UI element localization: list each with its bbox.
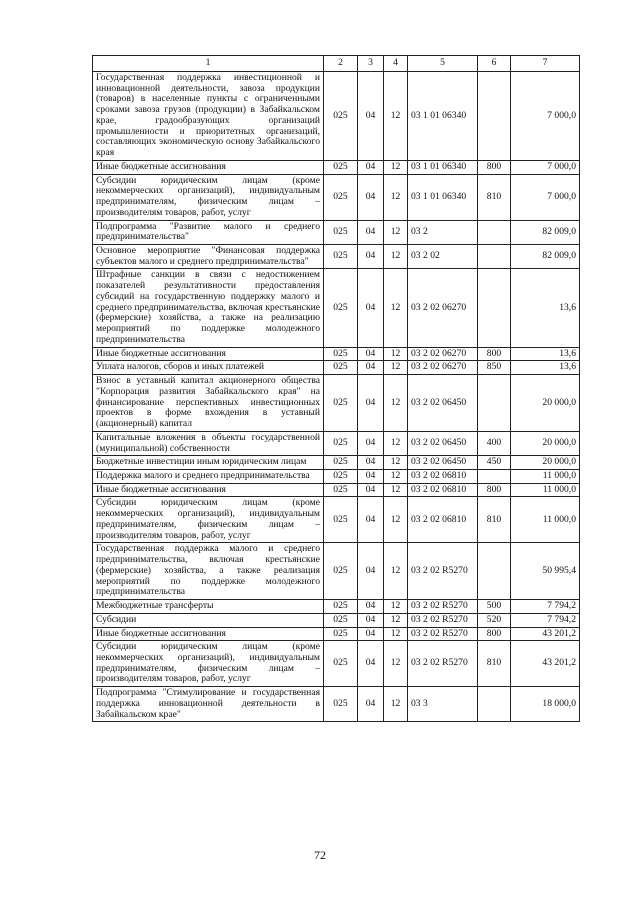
row-expense-type (478, 687, 511, 722)
table-row (93, 361, 580, 375)
row-amount: 43 201,2 (511, 627, 580, 641)
row-subsection: 12 (384, 641, 408, 687)
row-section: 04 (358, 627, 384, 641)
table-row (93, 160, 580, 174)
row-name: Иные бюджетные ассигнования (93, 347, 324, 361)
row-admin-code: 025 (324, 497, 358, 543)
row-target-article: 03 2 02 R5270 (408, 600, 478, 614)
row-amount: 20 000,0 (511, 456, 580, 470)
row-admin-code: 025 (324, 456, 358, 470)
row-subsection: 12 (384, 361, 408, 375)
row-expense-type: 520 (478, 613, 511, 627)
row-amount: 7 794,2 (511, 600, 580, 614)
row-subsection: 12 (384, 375, 408, 432)
row-name: Поддержка малого и среднего предпринимательства (93, 469, 324, 483)
row-target-article: 03 1 01 06340 (408, 174, 478, 220)
table-row (93, 627, 580, 641)
row-target-article: 03 2 02 (408, 245, 478, 269)
row-name: Субсидии юридическим лицам (кроме некоммерческих организаций), индивидуальным предпринимателям, физическим лицам – производителям товаров, работ, услуг (93, 174, 324, 220)
row-subsection: 12 (384, 431, 408, 455)
row-subsection: 12 (384, 160, 408, 174)
col-header-5: 5 (408, 56, 478, 72)
row-expense-type: 800 (478, 160, 511, 174)
row-target-article: 03 2 02 06270 (408, 269, 478, 347)
row-section: 04 (358, 483, 384, 497)
row-target-article: 03 2 02 R5270 (408, 543, 478, 600)
table-row (93, 174, 580, 220)
row-section: 04 (358, 687, 384, 722)
row-subsection: 12 (384, 613, 408, 627)
row-target-article: 03 2 (408, 220, 478, 244)
row-amount: 50 995,4 (511, 543, 580, 600)
row-expense-type: 450 (478, 456, 511, 470)
row-expense-type (478, 245, 511, 269)
row-name: Штрафные санкции в связи с недостижением показателей результативности предоставления субсидий на государственную поддержку малого и среднего предпринимательства, включая крестьянские (фермерские) хозяйства, а также на реализацию мероприятий по поддержке молодежного предпринимательства (93, 269, 324, 347)
row-section: 04 (358, 431, 384, 455)
row-amount: 11 000,0 (511, 469, 580, 483)
row-admin-code: 025 (324, 469, 358, 483)
row-admin-code: 025 (324, 174, 358, 220)
row-subsection: 12 (384, 600, 408, 614)
row-expense-type: 800 (478, 483, 511, 497)
row-expense-type (478, 469, 511, 483)
row-name: Субсидии (93, 613, 324, 627)
row-amount: 20 000,0 (511, 375, 580, 432)
table-row (93, 269, 580, 347)
table-row (93, 600, 580, 614)
row-name: Иные бюджетные ассигнования (93, 627, 324, 641)
row-expense-type (478, 269, 511, 347)
row-name: Субсидии юридическим лицам (кроме некоммерческих организаций), индивидуальным предпринимателям, физическим лицам – производителям товаров, работ, услуг (93, 497, 324, 543)
row-name: Капитальные вложения в объекты государственной (муниципальной) собственности (93, 431, 324, 455)
row-target-article: 03 2 02 06450 (408, 375, 478, 432)
row-amount: 20 000,0 (511, 431, 580, 455)
row-name: Межбюджетные трансферты (93, 600, 324, 614)
row-section: 04 (358, 469, 384, 483)
row-subsection: 12 (384, 220, 408, 244)
budget-table (92, 55, 580, 722)
col-header-1: 1 (93, 56, 324, 72)
row-amount: 13,6 (511, 347, 580, 361)
row-expense-type: 810 (478, 641, 511, 687)
col-header-4: 4 (384, 56, 408, 72)
row-subsection: 12 (384, 72, 408, 161)
col-header-2: 2 (324, 56, 358, 72)
row-subsection: 12 (384, 497, 408, 543)
row-section: 04 (358, 456, 384, 470)
row-target-article: 03 2 02 06810 (408, 469, 478, 483)
row-amount: 11 000,0 (511, 497, 580, 543)
row-target-article: 03 2 02 R5270 (408, 641, 478, 687)
row-name: Иные бюджетные ассигнования (93, 483, 324, 497)
row-amount: 11 000,0 (511, 483, 580, 497)
row-section: 04 (358, 347, 384, 361)
row-admin-code: 025 (324, 245, 358, 269)
row-section: 04 (358, 600, 384, 614)
col-header-6: 6 (478, 56, 511, 72)
row-section: 04 (358, 641, 384, 687)
row-expense-type (478, 543, 511, 600)
row-amount: 7 000,0 (511, 174, 580, 220)
row-section: 04 (358, 174, 384, 220)
row-expense-type (478, 375, 511, 432)
table-row (93, 687, 580, 722)
row-subsection: 12 (384, 174, 408, 220)
row-subsection: 12 (384, 687, 408, 722)
row-target-article: 03 2 02 06450 (408, 431, 478, 455)
table-row (93, 220, 580, 244)
row-section: 04 (358, 245, 384, 269)
row-target-article: 03 2 02 06810 (408, 497, 478, 543)
row-target-article: 03 3 (408, 687, 478, 722)
row-target-article: 03 2 02 R5270 (408, 627, 478, 641)
row-expense-type (478, 220, 511, 244)
row-admin-code: 025 (324, 347, 358, 361)
row-amount: 82 009,0 (511, 220, 580, 244)
row-section: 04 (358, 497, 384, 543)
row-amount: 13,6 (511, 361, 580, 375)
row-amount: 13,6 (511, 269, 580, 347)
header-row (93, 56, 580, 72)
row-name: Подпрограмма "Развитие малого и среднего предпринимательства" (93, 220, 324, 244)
row-admin-code: 025 (324, 72, 358, 161)
row-subsection: 12 (384, 543, 408, 600)
row-amount: 43 201,2 (511, 641, 580, 687)
row-name: Взнос в уставный капитал акционерного общества "Корпорация развития Забайкальского края" на финансирование перспективных инвестиционных проектов в форме вхождения в уставный (акционерный) капитал (93, 375, 324, 432)
table-row (93, 347, 580, 361)
row-admin-code: 025 (324, 269, 358, 347)
row-section: 04 (358, 220, 384, 244)
row-section: 04 (358, 160, 384, 174)
row-amount: 7 000,0 (511, 160, 580, 174)
table-row (93, 483, 580, 497)
col-header-7: 7 (511, 56, 580, 72)
table-row (93, 613, 580, 627)
table-row (93, 72, 580, 161)
row-expense-type: 800 (478, 627, 511, 641)
row-subsection: 12 (384, 456, 408, 470)
row-target-article: 03 2 02 06450 (408, 456, 478, 470)
row-amount: 7 000,0 (511, 72, 580, 161)
row-name: Субсидии юридическим лицам (кроме некоммерческих организаций), индивидуальным предпринимателям, физическим лицам – производителям товаров, работ, услуг (93, 641, 324, 687)
row-admin-code: 025 (324, 220, 358, 244)
row-target-article: 03 2 02 06270 (408, 361, 478, 375)
row-target-article: 03 1 01 06340 (408, 72, 478, 161)
row-admin-code: 025 (324, 641, 358, 687)
row-section: 04 (358, 375, 384, 432)
row-name: Иные бюджетные ассигнования (93, 160, 324, 174)
row-admin-code: 025 (324, 543, 358, 600)
table-row (93, 497, 580, 543)
row-admin-code: 025 (324, 613, 358, 627)
col-header-3: 3 (358, 56, 384, 72)
table-row (93, 456, 580, 470)
row-expense-type: 800 (478, 347, 511, 361)
row-name: Государственная поддержка инвестиционной и инновационной деятельности, завоза продукции (товаров) в населенные пункты с ограниченными сроками завоза грузов (продукции) в Забайкальском крае, градообразующих организаций промышленности и приоритетных организаций, составляющих экономическую основу Забайкальского края (93, 72, 324, 161)
row-target-article: 03 2 02 06270 (408, 347, 478, 361)
row-expense-type: 810 (478, 174, 511, 220)
row-admin-code: 025 (324, 361, 358, 375)
table-row (93, 469, 580, 483)
row-name: Государственная поддержка малого и среднего предпринимательства, включая крестьянские (фермерские) хозяйства, а также реализация мероприятий по поддержке молодежного предпринимательства (93, 543, 324, 600)
row-expense-type: 810 (478, 497, 511, 543)
row-subsection: 12 (384, 269, 408, 347)
row-admin-code: 025 (324, 483, 358, 497)
row-expense-type: 400 (478, 431, 511, 455)
row-amount: 18 000,0 (511, 687, 580, 722)
table-row (93, 375, 580, 432)
row-name: Подпрограмма "Стимулирование и государственная поддержка инновационной деятельности в Забайкальском крае" (93, 687, 324, 722)
row-name: Бюджетные инвестиции иным юридическим лицам (93, 456, 324, 470)
row-section: 04 (358, 361, 384, 375)
row-expense-type (478, 72, 511, 161)
row-subsection: 12 (384, 245, 408, 269)
row-subsection: 12 (384, 627, 408, 641)
row-expense-type: 500 (478, 600, 511, 614)
row-subsection: 12 (384, 469, 408, 483)
table-row (93, 543, 580, 600)
row-target-article: 03 2 02 R5270 (408, 613, 478, 627)
table-row (93, 245, 580, 269)
row-admin-code: 025 (324, 687, 358, 722)
row-subsection: 12 (384, 483, 408, 497)
row-admin-code: 025 (324, 600, 358, 614)
row-section: 04 (358, 543, 384, 600)
row-amount: 7 794,2 (511, 613, 580, 627)
table-row (93, 641, 580, 687)
row-amount: 82 009,0 (511, 245, 580, 269)
table-body (93, 72, 580, 722)
row-target-article: 03 1 01 06340 (408, 160, 478, 174)
row-name: Основное мероприятие "Финансовая поддержка субъектов малого и среднего предпринимательства" (93, 245, 324, 269)
page-number: 72 (314, 848, 326, 862)
table-row (93, 431, 580, 455)
row-expense-type: 850 (478, 361, 511, 375)
row-target-article: 03 2 02 06810 (408, 483, 478, 497)
row-admin-code: 025 (324, 160, 358, 174)
row-section: 04 (358, 269, 384, 347)
row-admin-code: 025 (324, 627, 358, 641)
row-name: Уплата налогов, сборов и иных платежей (93, 361, 324, 375)
row-section: 04 (358, 613, 384, 627)
row-subsection: 12 (384, 347, 408, 361)
row-section: 04 (358, 72, 384, 161)
row-admin-code: 025 (324, 431, 358, 455)
row-admin-code: 025 (324, 375, 358, 432)
